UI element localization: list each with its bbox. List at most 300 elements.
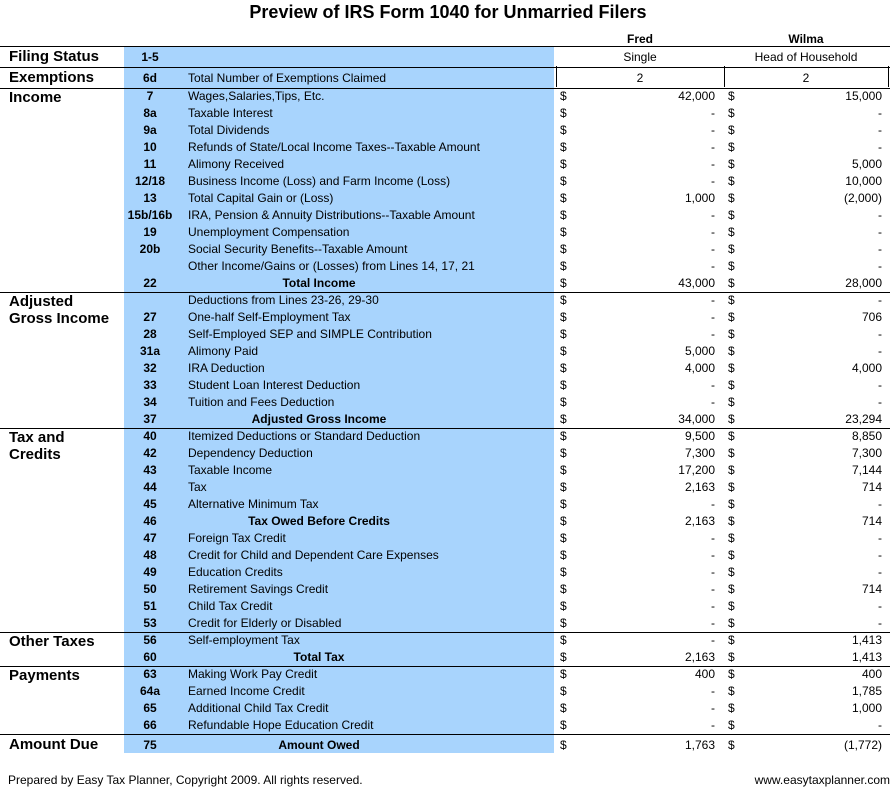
line-description: Itemized Deductions or Standard Deduction (188, 429, 421, 443)
table-row (0, 598, 896, 615)
section-divider (0, 428, 890, 429)
currency-symbol: $ (560, 497, 567, 511)
table-row (0, 139, 896, 156)
form-table (0, 46, 896, 755)
fred-value: - (711, 140, 715, 154)
line-description: Student Loan Interest Deduction (188, 378, 361, 392)
fred-value: - (711, 242, 715, 256)
currency-symbol: $ (728, 565, 735, 579)
line-number: 28 (143, 327, 157, 341)
line-number: 60 (143, 650, 157, 664)
section-label: Adjusted (9, 293, 74, 310)
line-description: IRA, Pension & Annuity Distributions--Taxable Amount (188, 208, 475, 222)
wilma-value: 7,144 (851, 463, 882, 477)
line-number: 51 (143, 599, 157, 613)
line-description: Social Security Benefits--Taxable Amount (188, 242, 408, 256)
line-number: 65 (143, 701, 157, 715)
currency-symbol: $ (728, 718, 735, 732)
currency-symbol: $ (728, 684, 735, 698)
line-description: Total Capital Gain or (Loss) (188, 191, 334, 205)
fred-value: - (711, 684, 715, 698)
table-row (0, 377, 896, 394)
currency-symbol: $ (728, 123, 735, 137)
wilma-value: 5,000 (851, 157, 882, 171)
table-row (0, 547, 896, 564)
table-row (0, 258, 896, 275)
currency-symbol: $ (728, 89, 735, 103)
table-row (0, 326, 896, 343)
fred-value: 400 (694, 667, 715, 681)
currency-symbol: $ (560, 412, 567, 426)
fred-value: - (711, 225, 715, 239)
line-number: 48 (143, 548, 157, 562)
section-divider (0, 292, 890, 293)
table-row (0, 496, 896, 513)
fred-value: - (711, 548, 715, 562)
table-row (0, 156, 896, 173)
wilma-value: 7,300 (851, 446, 882, 460)
currency-symbol: $ (560, 89, 567, 103)
currency-symbol: $ (560, 378, 567, 392)
fred-value: 1,763 (684, 738, 715, 752)
currency-symbol: $ (728, 701, 735, 715)
section-divider (0, 67, 890, 68)
line-number: 75 (143, 738, 157, 752)
fred-value: - (711, 582, 715, 596)
fred-value: 34,000 (678, 412, 715, 426)
table-row (0, 360, 896, 377)
section-label: Gross Income (9, 310, 110, 327)
fred-value: - (711, 208, 715, 222)
table-row (0, 632, 896, 649)
currency-symbol: $ (728, 157, 735, 171)
currency-symbol: $ (728, 310, 735, 324)
currency-symbol: $ (728, 106, 735, 120)
table-row (0, 530, 896, 547)
table-row (0, 224, 896, 241)
wilma-value: 706 (861, 310, 882, 324)
fred-value: 5,000 (684, 344, 715, 358)
wilma-value: - (878, 531, 882, 545)
table-row (0, 683, 896, 700)
table-row (0, 67, 896, 88)
wilma-value: 2 (802, 71, 810, 85)
table-row (0, 343, 896, 360)
currency-symbol: $ (560, 361, 567, 375)
wilma-value: - (878, 208, 882, 222)
fred-value: Single (623, 50, 657, 64)
line-description: Earned Income Credit (188, 684, 305, 698)
currency-symbol: $ (728, 140, 735, 154)
section-label: Other Taxes (9, 633, 95, 650)
line-number: 12/18 (134, 174, 166, 188)
currency-symbol: $ (560, 225, 567, 239)
line-number: 33 (143, 378, 157, 392)
line-number: 53 (143, 616, 157, 630)
currency-symbol: $ (728, 582, 735, 596)
table-row (0, 190, 896, 207)
line-number: 22 (143, 276, 157, 290)
section-divider (0, 666, 890, 667)
wilma-value: 1,785 (851, 684, 882, 698)
table-row (0, 666, 896, 683)
currency-symbol: $ (728, 242, 735, 256)
line-number: 31a (139, 344, 161, 358)
table-row (0, 309, 896, 326)
line-number: 50 (143, 582, 157, 596)
section-label: Filing Status (9, 48, 99, 65)
line-description: Additional Child Tax Credit (188, 701, 329, 715)
line-description: Alternative Minimum Tax (188, 497, 319, 511)
currency-symbol: $ (728, 344, 735, 358)
section-divider (0, 734, 890, 735)
line-description: Retirement Savings Credit (188, 582, 329, 596)
line-number: 37 (143, 412, 157, 426)
section-label: Exemptions (9, 69, 95, 86)
currency-symbol: $ (560, 650, 567, 664)
fred-value: 2,163 (684, 514, 715, 528)
fred-value: - (711, 718, 715, 732)
line-description: One-half Self-Employment Tax (188, 310, 351, 324)
line-description: Wages,Salaries,Tips, Etc. (188, 89, 325, 103)
table-row (0, 275, 896, 292)
currency-symbol: $ (560, 123, 567, 137)
wilma-value: 1,413 (851, 633, 882, 647)
line-description: Tax Owed Before Credits (248, 514, 390, 528)
currency-symbol: $ (728, 738, 735, 752)
line-description: Dependency Deduction (188, 446, 313, 460)
currency-symbol: $ (560, 395, 567, 409)
line-description: Total Tax (293, 650, 345, 664)
wilma-value: 23,294 (845, 412, 882, 426)
wilma-value: 400 (861, 667, 882, 681)
line-number: 45 (143, 497, 157, 511)
currency-symbol: $ (560, 191, 567, 205)
line-number: 1-5 (141, 50, 159, 64)
filer-header-fred: Fred (626, 32, 653, 46)
section-label: Income (9, 89, 62, 106)
wilma-value: 10,000 (845, 174, 882, 188)
table-row (0, 241, 896, 258)
line-description: Unemployment Compensation (188, 225, 350, 239)
table-row (0, 700, 896, 717)
currency-symbol: $ (728, 225, 735, 239)
fred-value: - (711, 106, 715, 120)
currency-symbol: $ (728, 378, 735, 392)
currency-symbol: $ (560, 531, 567, 545)
currency-symbol: $ (728, 633, 735, 647)
table-row (0, 46, 896, 67)
line-number: 19 (143, 225, 157, 239)
line-number: 32 (143, 361, 157, 375)
line-description: Credit for Elderly or Disabled (188, 616, 342, 630)
fred-value: 1,000 (684, 191, 715, 205)
line-description: Self-Employed SEP and SIMPLE Contribution (188, 327, 432, 341)
line-description: Other Income/Gains or (Losses) from Lines 14, 17, 21 (188, 259, 475, 273)
currency-symbol: $ (728, 514, 735, 528)
currency-symbol: $ (728, 412, 735, 426)
wilma-value: - (878, 497, 882, 511)
wilma-value: - (878, 327, 882, 341)
wilma-value: - (878, 378, 882, 392)
line-description: Tax (188, 480, 207, 494)
table-row (0, 581, 896, 598)
wilma-value: Head of Household (754, 50, 858, 64)
fred-value: - (711, 310, 715, 324)
wilma-value: 28,000 (845, 276, 882, 290)
currency-symbol: $ (560, 446, 567, 460)
line-number: 43 (143, 463, 157, 477)
wilma-value: (2,000) (843, 191, 882, 205)
line-description: Refunds of State/Local Income Taxes--Taxable Amount (188, 140, 480, 154)
currency-symbol: $ (728, 361, 735, 375)
line-number: 63 (143, 667, 157, 681)
line-number: 9a (143, 123, 157, 137)
wilma-value: - (878, 259, 882, 273)
currency-symbol: $ (560, 293, 567, 307)
fred-value: - (711, 157, 715, 171)
table-row (0, 479, 896, 496)
line-description: Taxable Interest (188, 106, 273, 120)
table-row (0, 445, 896, 462)
table-row (0, 411, 896, 428)
wilma-value: - (878, 123, 882, 137)
line-number: 15b/16b (127, 208, 173, 222)
line-number: 27 (143, 310, 157, 324)
currency-symbol: $ (728, 259, 735, 273)
table-row (0, 292, 896, 309)
currency-symbol: $ (728, 174, 735, 188)
wilma-value: - (878, 548, 882, 562)
line-number: 49 (143, 565, 157, 579)
line-description: Making Work Pay Credit (188, 667, 318, 681)
currency-symbol: $ (560, 174, 567, 188)
fred-value: - (711, 565, 715, 579)
fred-value: 7,300 (684, 446, 715, 460)
table-row (0, 717, 896, 734)
line-number: 44 (143, 480, 157, 494)
line-description: Self-employment Tax (188, 633, 300, 647)
fred-value: 2,163 (684, 480, 715, 494)
currency-symbol: $ (560, 599, 567, 613)
fred-value: - (711, 327, 715, 341)
wilma-value: - (878, 599, 882, 613)
currency-symbol: $ (728, 650, 735, 664)
currency-symbol: $ (560, 276, 567, 290)
fred-value: - (711, 531, 715, 545)
currency-symbol: $ (728, 276, 735, 290)
table-row (0, 513, 896, 530)
currency-symbol: $ (728, 616, 735, 630)
line-number: 40 (143, 429, 157, 443)
fred-value: - (711, 395, 715, 409)
currency-symbol: $ (560, 259, 567, 273)
section-label: Credits (9, 446, 61, 463)
wilma-value: - (878, 140, 882, 154)
currency-symbol: $ (728, 667, 735, 681)
line-description: Alimony Paid (188, 344, 259, 358)
footer-copyright: Prepared by Easy Tax Planner, Copyright 2009. All rights reserved. (8, 773, 363, 787)
section-divider (0, 632, 890, 633)
wilma-value: 4,000 (851, 361, 882, 375)
fred-value: 9,500 (684, 429, 715, 443)
section-divider (0, 46, 890, 47)
table-row (0, 615, 896, 632)
cell-border (888, 66, 889, 87)
section-label: Amount Due (9, 736, 99, 753)
filer-header-wilma: Wilma (788, 32, 824, 46)
fred-value: 2 (636, 71, 644, 85)
table-row (0, 649, 896, 666)
currency-symbol: $ (560, 429, 567, 443)
currency-symbol: $ (728, 429, 735, 443)
currency-symbol: $ (560, 616, 567, 630)
currency-symbol: $ (728, 463, 735, 477)
table-row (0, 207, 896, 224)
currency-symbol: $ (560, 106, 567, 120)
wilma-value: 8,850 (851, 429, 882, 443)
currency-symbol: $ (560, 667, 567, 681)
currency-symbol: $ (728, 208, 735, 222)
line-number: 10 (143, 140, 157, 154)
currency-symbol: $ (560, 565, 567, 579)
currency-symbol: $ (560, 548, 567, 562)
table-row (0, 394, 896, 411)
fred-value: 42,000 (678, 89, 715, 103)
wilma-value: - (878, 106, 882, 120)
table-row (0, 173, 896, 190)
currency-symbol: $ (560, 718, 567, 732)
wilma-value: - (878, 293, 882, 307)
line-description: Tuition and Fees Deduction (188, 395, 335, 409)
line-description: Alimony Received (188, 157, 285, 171)
currency-symbol: $ (560, 310, 567, 324)
section-label: Tax and (9, 429, 65, 446)
fred-value: - (711, 123, 715, 137)
currency-symbol: $ (728, 327, 735, 341)
wilma-value: - (878, 565, 882, 579)
currency-symbol: $ (560, 514, 567, 528)
currency-symbol: $ (728, 599, 735, 613)
line-description: Foreign Tax Credit (188, 531, 286, 545)
table-row (0, 428, 896, 445)
wilma-value: 714 (861, 582, 882, 596)
line-description: Total Income (282, 276, 356, 290)
line-number: 13 (143, 191, 157, 205)
section-divider (0, 88, 890, 89)
currency-symbol: $ (560, 480, 567, 494)
line-number: 6d (142, 71, 157, 85)
currency-symbol: $ (560, 684, 567, 698)
wilma-value: - (878, 718, 882, 732)
currency-symbol: $ (728, 497, 735, 511)
line-number: 20b (139, 242, 161, 256)
wilma-value: 15,000 (845, 89, 882, 103)
currency-symbol: $ (560, 738, 567, 752)
currency-symbol: $ (560, 582, 567, 596)
line-number: 56 (143, 633, 157, 647)
currency-symbol: $ (560, 327, 567, 341)
currency-symbol: $ (728, 191, 735, 205)
cell-border (724, 66, 725, 87)
currency-symbol: $ (560, 344, 567, 358)
line-number: 66 (143, 718, 157, 732)
page-title: Preview of IRS Form 1040 for Unmarried Filers (249, 2, 647, 22)
line-number: 64a (139, 684, 161, 698)
line-number: 42 (143, 446, 157, 460)
fred-value: - (711, 701, 715, 715)
currency-symbol: $ (560, 633, 567, 647)
currency-symbol: $ (728, 548, 735, 562)
currency-symbol: $ (728, 446, 735, 460)
line-description: Education Credits (188, 565, 283, 579)
line-description: Refundable Hope Education Credit (188, 718, 374, 732)
currency-symbol: $ (728, 480, 735, 494)
wilma-value: - (878, 344, 882, 358)
currency-symbol: $ (560, 242, 567, 256)
currency-symbol: $ (728, 531, 735, 545)
fred-value: 2,163 (684, 650, 715, 664)
fred-value: - (711, 293, 715, 307)
fred-value: - (711, 259, 715, 273)
fred-value: - (711, 497, 715, 511)
fred-value: - (711, 616, 715, 630)
fred-value: 4,000 (684, 361, 715, 375)
wilma-value: (1,772) (843, 738, 882, 752)
currency-symbol: $ (560, 140, 567, 154)
currency-symbol: $ (728, 395, 735, 409)
line-description: Adjusted Gross Income (251, 412, 387, 426)
fred-value: - (711, 599, 715, 613)
fred-value: 43,000 (678, 276, 715, 290)
fred-value: - (711, 174, 715, 188)
footer-website: www.easytaxplanner.com (754, 773, 890, 787)
wilma-value: 714 (861, 480, 882, 494)
wilma-value: - (878, 395, 882, 409)
table-row (0, 105, 896, 122)
currency-symbol: $ (560, 701, 567, 715)
currency-symbol: $ (560, 463, 567, 477)
line-description: Total Dividends (188, 123, 270, 137)
line-number: 7 (146, 89, 154, 103)
table-row (0, 564, 896, 581)
line-description: Business Income (Loss) and Farm Income (Loss) (188, 174, 451, 188)
line-number: 34 (143, 395, 157, 409)
cell-border (556, 66, 557, 87)
line-description: Deductions from Lines 23-26, 29-30 (188, 293, 379, 307)
table-row (0, 122, 896, 139)
fred-value: - (711, 378, 715, 392)
fred-value: - (711, 633, 715, 647)
table-row (0, 462, 896, 479)
currency-symbol: $ (728, 293, 735, 307)
line-number: 46 (143, 514, 157, 528)
wilma-value: 714 (861, 514, 882, 528)
line-number: 11 (143, 157, 157, 171)
section-label: Payments (9, 667, 80, 684)
fred-value: 17,200 (678, 463, 715, 477)
table-row (0, 734, 896, 755)
wilma-value: - (878, 225, 882, 239)
currency-symbol: $ (560, 208, 567, 222)
line-description: Total Number of Exemptions Claimed (188, 71, 387, 85)
line-description: Amount Owed (278, 738, 360, 752)
line-description: IRA Deduction (188, 361, 265, 375)
line-description: Taxable Income (188, 463, 273, 477)
wilma-value: - (878, 616, 882, 630)
line-description: Credit for Child and Dependent Care Expenses (188, 548, 439, 562)
wilma-value: 1,413 (851, 650, 882, 664)
